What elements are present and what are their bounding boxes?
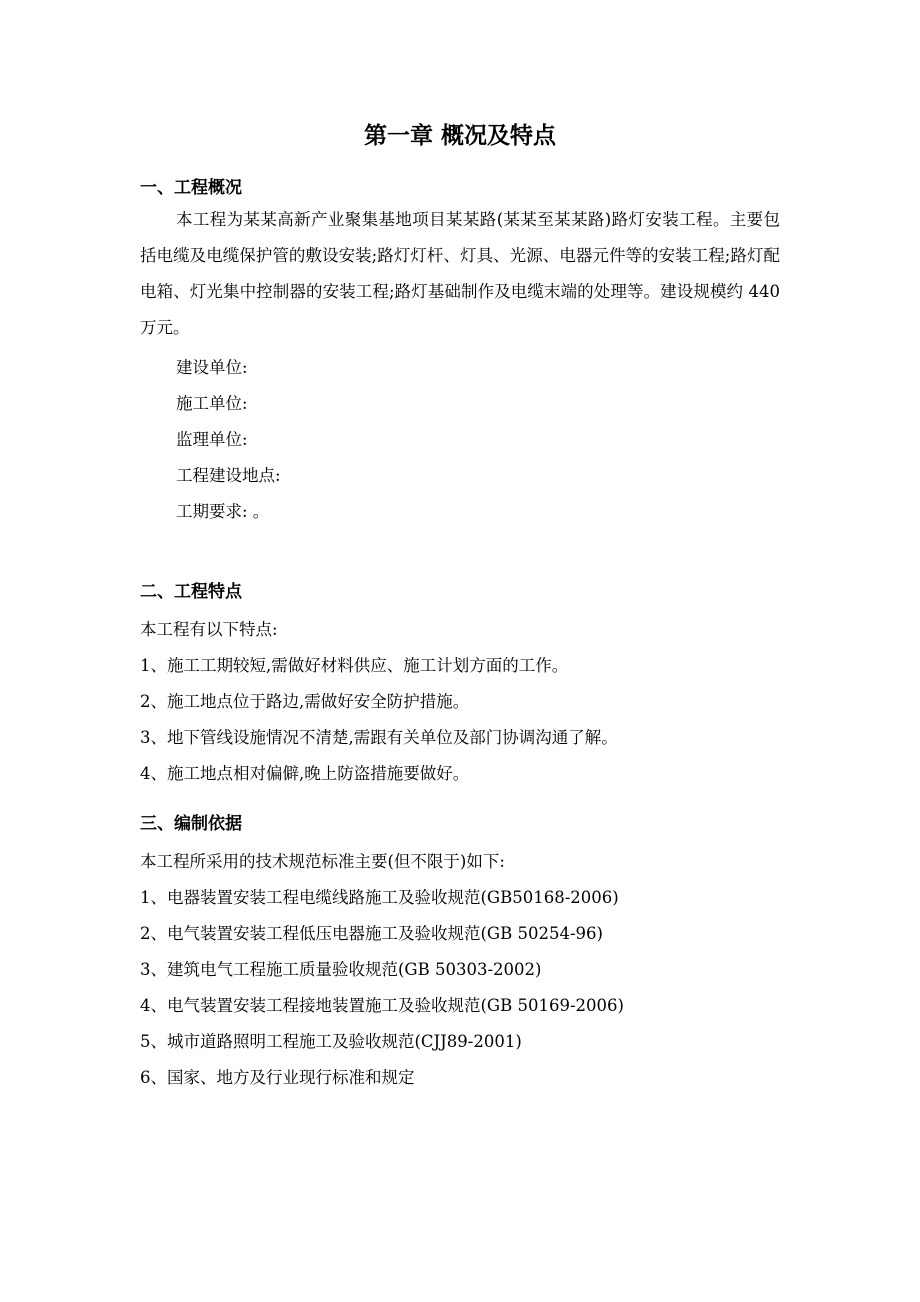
section-heading-basis: 三、编制依据 — [140, 814, 242, 834]
field-location: 工程建设地点: — [176, 466, 281, 485]
features-intro: 本工程有以下特点: — [140, 620, 278, 639]
section-heading-overview: 一、工程概况 — [140, 178, 242, 198]
field-construction-unit: 建设单位: — [176, 358, 248, 377]
field-duration: 工期要求: 。 — [176, 502, 270, 521]
basis-item: 2、电气装置安装工程低压电器施工及验收规范(GB 50254-96) — [140, 924, 603, 943]
field-builder-unit: 施工单位: — [176, 394, 248, 413]
basis-item: 4、电气装置安装工程接地装置施工及验收规范(GB 50169-2006) — [140, 996, 624, 1015]
feature-item: 3、地下管线设施情况不清楚,需跟有关单位及部门协调沟通了解。 — [140, 728, 618, 747]
basis-item: 6、国家、地方及行业现行标准和规定 — [140, 1068, 415, 1087]
field-supervision-unit: 监理单位: — [176, 430, 248, 449]
basis-item: 3、建筑电气工程施工质量验收规范(GB 50303-2002) — [140, 960, 542, 979]
section-heading-features: 二、工程特点 — [140, 582, 242, 602]
basis-intro: 本工程所采用的技术规范标准主要(但不限于)如下: — [140, 852, 505, 871]
basis-item: 1、电器装置安装工程电缆线路施工及验收规范(GB50168-2006) — [140, 888, 619, 907]
chapter-title: 第一章 概况及特点 — [363, 123, 556, 149]
feature-item: 1、施工工期较短,需做好材料供应、施工计划方面的工作。 — [140, 656, 569, 675]
basis-item: 5、城市道路照明工程施工及验收规范(CJJ89-2001) — [140, 1032, 522, 1051]
feature-item: 2、施工地点位于路边,需做好安全防护措施。 — [140, 692, 470, 711]
feature-item: 4、施工地点相对偏僻,晚上防盗措施要做好。 — [140, 764, 470, 783]
overview-paragraph: 本工程为某某高新产业聚集基地项目某某路(某某至某某路)路灯安装工程。主要包括电缆及电缆保护管的敷设安装;路灯灯杆、灯具、光源、电器元件等的安装工程;路灯配电箱、灯光集中控制器的安装工程;路灯基础制作及电缆末端的处理等。建设规模约 440 万元。 — [140, 210, 780, 337]
